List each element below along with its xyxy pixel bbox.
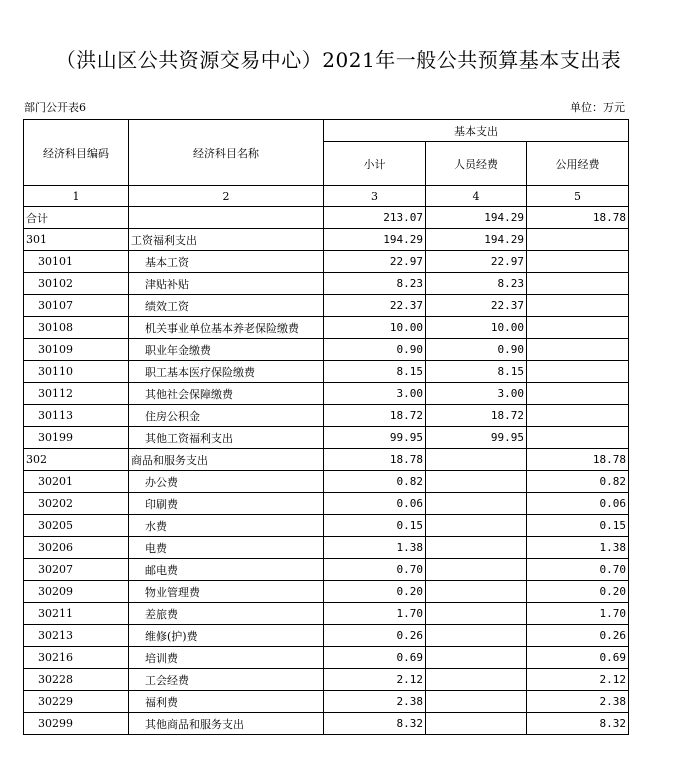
table-row (24, 581, 629, 603)
row-code: 30216 (24, 647, 129, 669)
row-public (527, 251, 629, 273)
row-subtotal: 3.00 (324, 383, 426, 405)
table-row (24, 207, 629, 229)
table-row (24, 471, 629, 493)
row-name: 印刷费 (129, 493, 324, 515)
row-name: 福利费 (129, 691, 324, 713)
row-personnel (426, 559, 527, 581)
row-public: 18.78 (527, 207, 629, 229)
row-subtotal: 22.97 (324, 251, 426, 273)
row-personnel (426, 537, 527, 559)
form-number: 部门公开表6 (24, 101, 86, 114)
table-row (24, 229, 629, 251)
row-subtotal: 99.95 (324, 427, 426, 449)
row-subtotal: 2.38 (324, 691, 426, 713)
row-personnel (426, 625, 527, 647)
header-index: 3 (324, 186, 426, 207)
row-code: 30229 (24, 691, 129, 713)
row-name: 物业管理费 (129, 581, 324, 603)
header-personnel: 人员经费 (426, 142, 527, 186)
table-row (24, 427, 629, 449)
row-name: 津贴补贴 (129, 273, 324, 295)
row-code: 30207 (24, 559, 129, 581)
row-code: 30199 (24, 427, 129, 449)
row-code: 30213 (24, 625, 129, 647)
row-code: 301 (24, 229, 129, 251)
row-public (527, 361, 629, 383)
table-row (24, 537, 629, 559)
row-code: 30201 (24, 471, 129, 493)
row-name: 工会经费 (129, 669, 324, 691)
row-name: 维修(护)费 (129, 625, 324, 647)
row-subtotal: 0.15 (324, 515, 426, 537)
table-row (24, 273, 629, 295)
row-personnel: 3.00 (426, 383, 527, 405)
row-code: 30299 (24, 713, 129, 735)
row-name: 电费 (129, 537, 324, 559)
row-name: 职工基本医疗保险缴费 (129, 361, 324, 383)
row-subtotal: 8.15 (324, 361, 426, 383)
row-personnel: 10.00 (426, 317, 527, 339)
row-public (527, 229, 629, 251)
row-code: 30110 (24, 361, 129, 383)
row-personnel (426, 449, 527, 471)
row-public: 0.69 (527, 647, 629, 669)
row-public: 1.70 (527, 603, 629, 625)
table-row (24, 339, 629, 361)
row-code: 合计 (24, 207, 129, 229)
header-index: 5 (527, 186, 629, 207)
row-name: 其他工资福利支出 (129, 427, 324, 449)
row-personnel (426, 581, 527, 603)
table-row (24, 713, 629, 735)
table-row (24, 317, 629, 339)
row-personnel (426, 713, 527, 735)
row-subtotal: 2.12 (324, 669, 426, 691)
row-subtotal: 0.20 (324, 581, 426, 603)
row-name: 机关事业单位基本养老保险缴费 (129, 317, 324, 339)
table-row (24, 493, 629, 515)
header-code: 经济科目编码 (24, 120, 129, 186)
table-row (24, 361, 629, 383)
row-name: 其他社会保障缴费 (129, 383, 324, 405)
row-code: 30202 (24, 493, 129, 515)
row-name (129, 207, 324, 229)
row-public (527, 339, 629, 361)
row-public: 0.15 (527, 515, 629, 537)
row-public (527, 405, 629, 427)
table-row (24, 449, 629, 471)
row-code: 30205 (24, 515, 129, 537)
row-personnel (426, 691, 527, 713)
row-public (527, 295, 629, 317)
row-subtotal: 22.37 (324, 295, 426, 317)
row-name: 差旅费 (129, 603, 324, 625)
row-name: 邮电费 (129, 559, 324, 581)
row-personnel (426, 647, 527, 669)
row-name: 绩效工资 (129, 295, 324, 317)
header-index: 1 (24, 186, 129, 207)
header-basic: 基本支出 (324, 120, 629, 142)
table-row (24, 625, 629, 647)
unit-label: 单位：万元 (570, 101, 625, 114)
page-title: （洪山区公共资源交易中心）2021年一般公共预算基本支出表 (55, 48, 622, 72)
row-subtotal: 8.32 (324, 713, 426, 735)
row-name: 办公费 (129, 471, 324, 493)
header-subtotal: 小计 (324, 142, 426, 186)
row-subtotal: 0.90 (324, 339, 426, 361)
row-personnel (426, 493, 527, 515)
table-row (24, 559, 629, 581)
row-personnel (426, 515, 527, 537)
row-subtotal: 18.78 (324, 449, 426, 471)
row-name: 水费 (129, 515, 324, 537)
row-public (527, 317, 629, 339)
row-subtotal: 8.23 (324, 273, 426, 295)
row-personnel: 8.15 (426, 361, 527, 383)
row-personnel (426, 471, 527, 493)
row-public (527, 383, 629, 405)
row-code: 30113 (24, 405, 129, 427)
row-code: 30112 (24, 383, 129, 405)
row-public: 2.12 (527, 669, 629, 691)
row-subtotal: 0.06 (324, 493, 426, 515)
row-public: 0.20 (527, 581, 629, 603)
table-row (24, 405, 629, 427)
header-public: 公用经费 (527, 142, 629, 186)
row-public (527, 427, 629, 449)
table-row (24, 691, 629, 713)
row-name: 商品和服务支出 (129, 449, 324, 471)
table-row (24, 295, 629, 317)
row-name: 工资福利支出 (129, 229, 324, 251)
row-subtotal: 18.72 (324, 405, 426, 427)
row-subtotal: 1.70 (324, 603, 426, 625)
row-public: 1.38 (527, 537, 629, 559)
row-name: 其他商品和服务支出 (129, 713, 324, 735)
row-subtotal: 213.07 (324, 207, 426, 229)
row-public: 0.06 (527, 493, 629, 515)
row-name: 培训费 (129, 647, 324, 669)
budget-table (23, 119, 629, 735)
row-public: 0.26 (527, 625, 629, 647)
row-code: 30108 (24, 317, 129, 339)
row-personnel (426, 669, 527, 691)
table-row (24, 515, 629, 537)
row-code: 30109 (24, 339, 129, 361)
row-code: 30211 (24, 603, 129, 625)
table-row (24, 669, 629, 691)
row-personnel: 18.72 (426, 405, 527, 427)
row-personnel: 194.29 (426, 207, 527, 229)
row-name: 住房公积金 (129, 405, 324, 427)
row-public: 8.32 (527, 713, 629, 735)
row-public: 18.78 (527, 449, 629, 471)
row-public: 2.38 (527, 691, 629, 713)
row-subtotal: 0.26 (324, 625, 426, 647)
row-code: 30228 (24, 669, 129, 691)
row-personnel: 22.97 (426, 251, 527, 273)
row-code: 30101 (24, 251, 129, 273)
row-subtotal: 0.82 (324, 471, 426, 493)
row-subtotal: 0.69 (324, 647, 426, 669)
row-name: 基本工资 (129, 251, 324, 273)
row-name: 职业年金缴费 (129, 339, 324, 361)
row-public (527, 273, 629, 295)
row-personnel: 194.29 (426, 229, 527, 251)
row-code: 302 (24, 449, 129, 471)
row-personnel: 8.23 (426, 273, 527, 295)
row-public: 0.82 (527, 471, 629, 493)
row-subtotal: 194.29 (324, 229, 426, 251)
row-personnel: 0.90 (426, 339, 527, 361)
row-subtotal: 10.00 (324, 317, 426, 339)
table-row (24, 251, 629, 273)
row-code: 30102 (24, 273, 129, 295)
table-row (24, 383, 629, 405)
header-name: 经济科目名称 (129, 120, 324, 186)
table-row (24, 647, 629, 669)
row-code: 30209 (24, 581, 129, 603)
header-index: 2 (129, 186, 324, 207)
row-subtotal: 1.38 (324, 537, 426, 559)
row-personnel: 99.95 (426, 427, 527, 449)
row-personnel: 22.37 (426, 295, 527, 317)
row-personnel (426, 603, 527, 625)
row-subtotal: 0.70 (324, 559, 426, 581)
row-public: 0.70 (527, 559, 629, 581)
header-index: 4 (426, 186, 527, 207)
row-code: 30107 (24, 295, 129, 317)
row-code: 30206 (24, 537, 129, 559)
table-row (24, 603, 629, 625)
